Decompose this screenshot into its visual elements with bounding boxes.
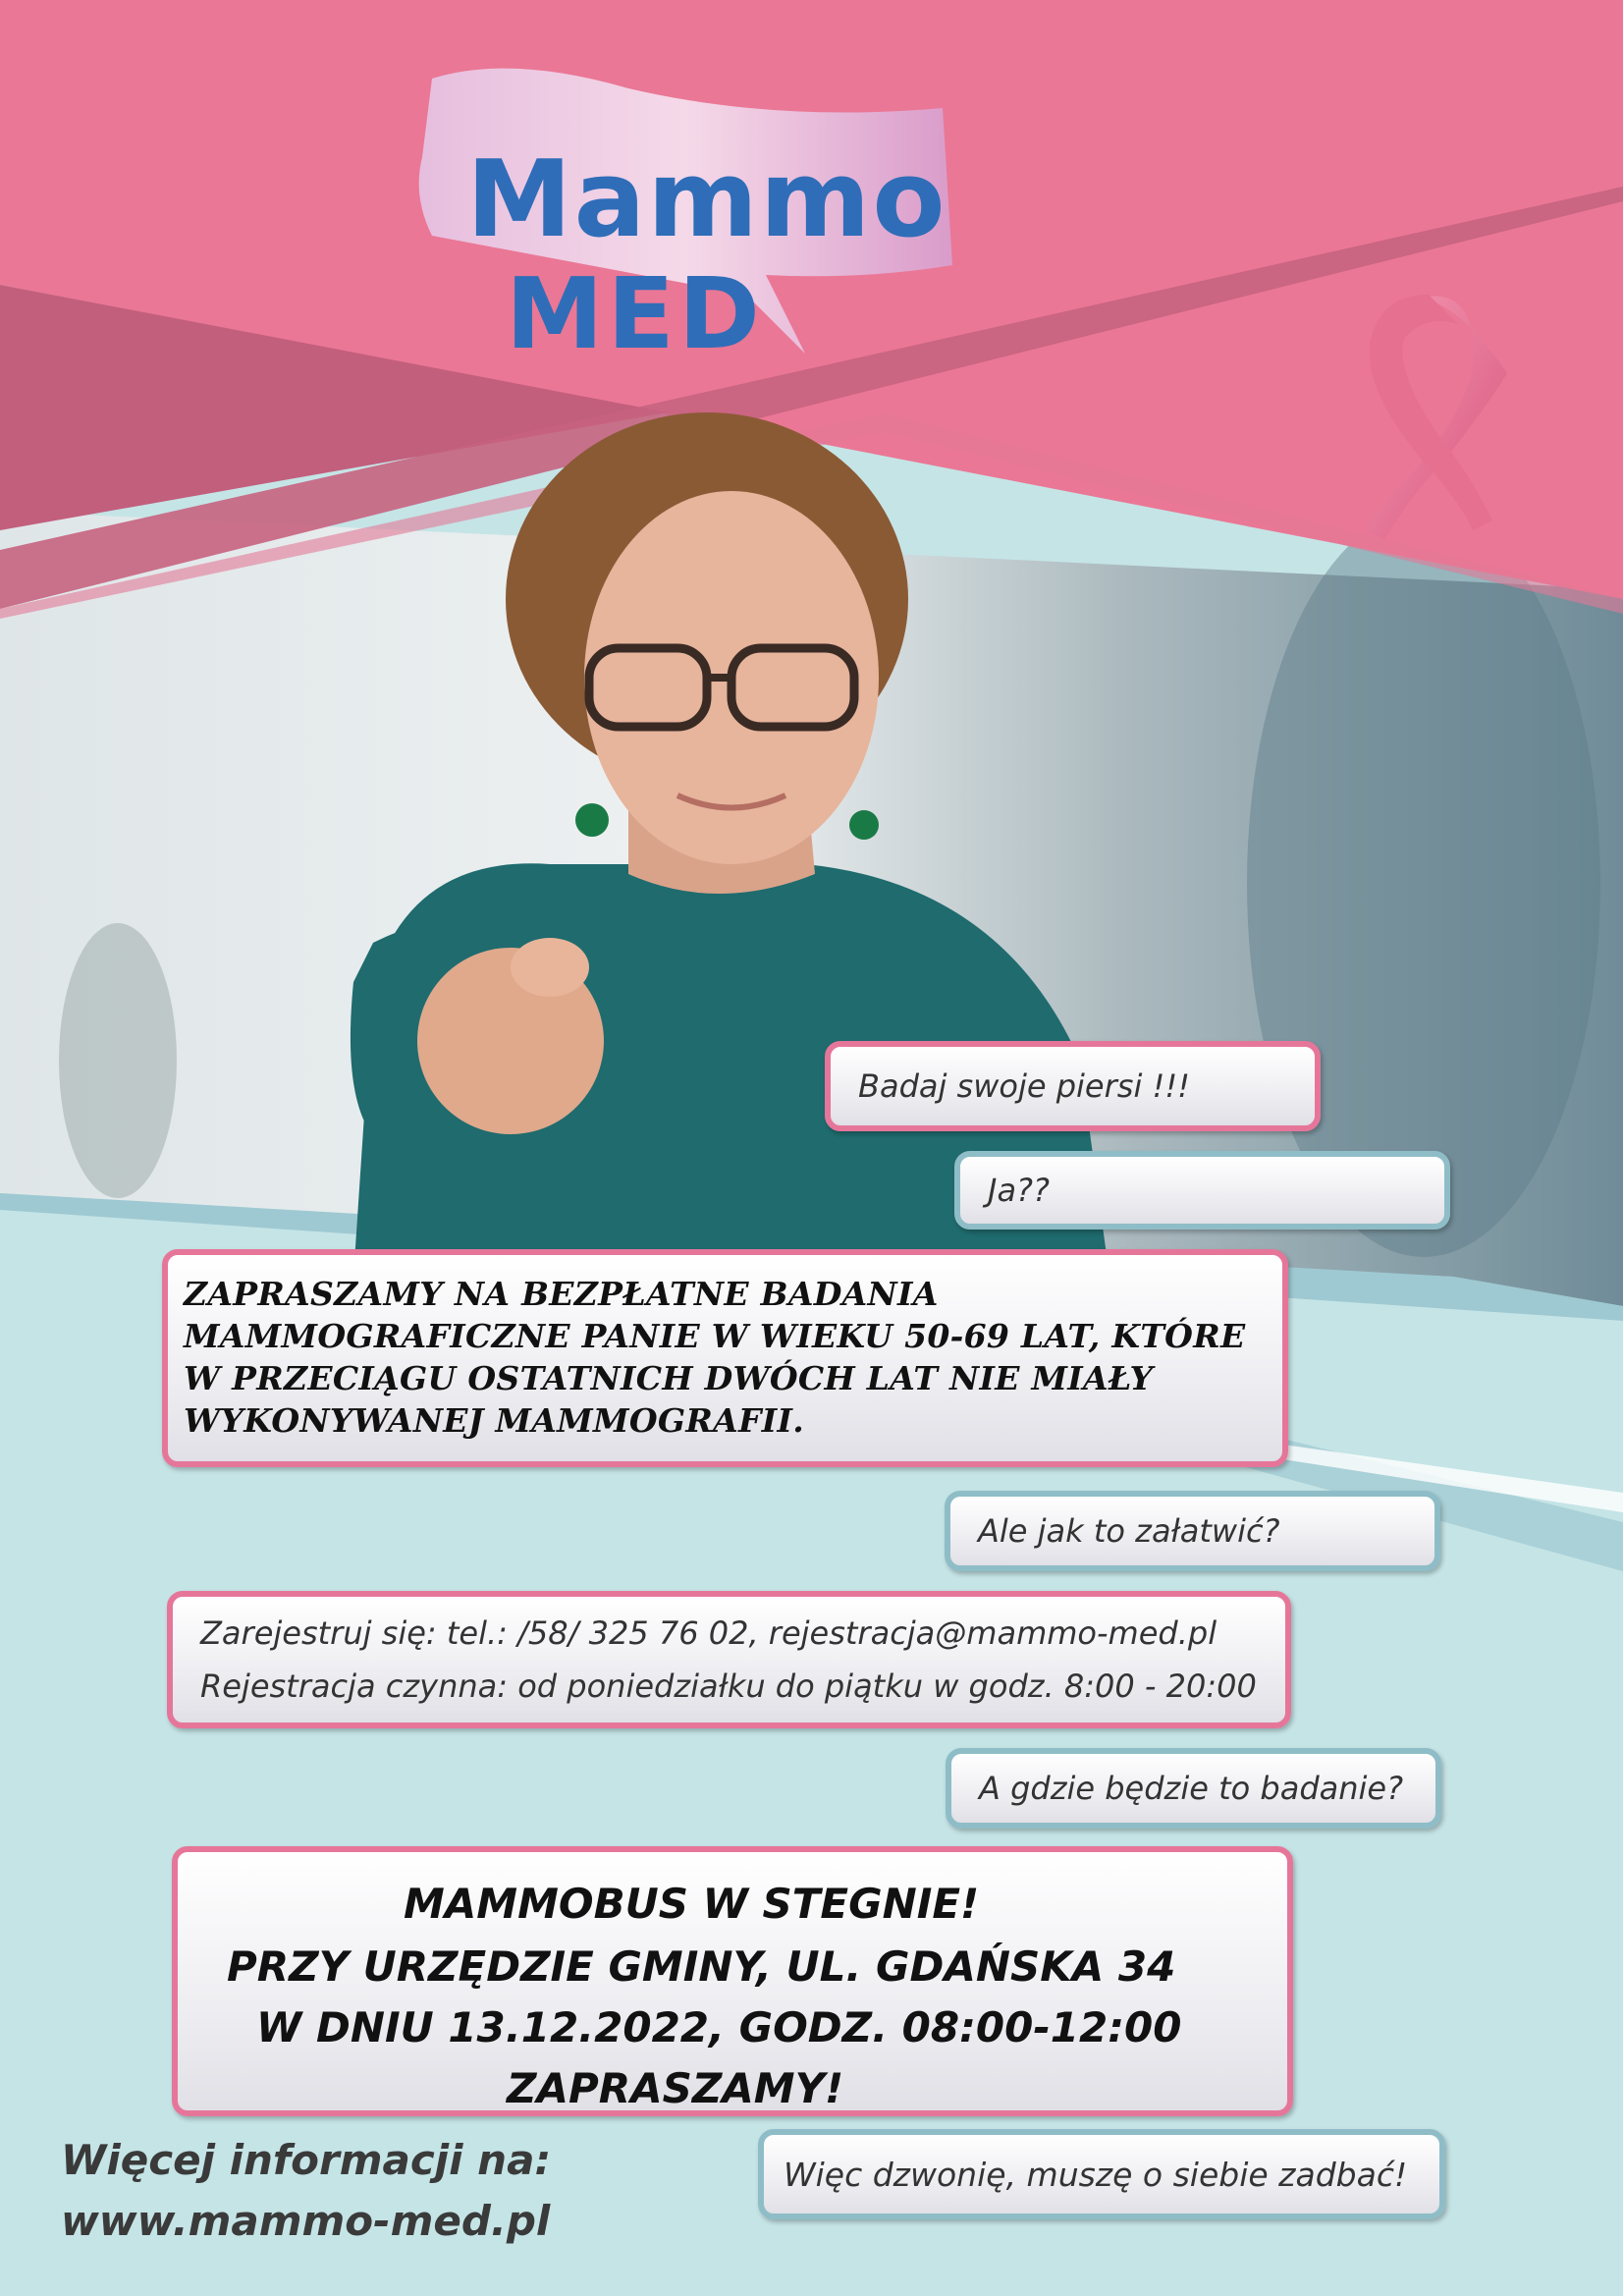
logo-line-med: MED	[506, 256, 764, 371]
speech-text: A gdzie będzie to badanie?	[979, 1770, 1404, 1807]
location-line-mammobus: MAMMOBUS W STEGNIE!	[404, 1880, 980, 1928]
registration-hours: Rejestracja czynna: od poniedziałku do piątku w godz. 8:00 - 20:00	[200, 1667, 1257, 1705]
registration-bubble	[167, 1591, 1291, 1728]
registration-phone-email: Zarejestruj się: tel.: /58/ 325 76 02, rejestracja@mammo-med.pl	[200, 1614, 1217, 1652]
location-line-zapraszamy: ZAPRASZAMY!	[507, 2064, 844, 2112]
invitation-text	[168, 1255, 1282, 1442]
speech-text: Ale jak to załatwić?	[978, 1512, 1280, 1550]
speech-bubble-dzwonie	[758, 2129, 1445, 2219]
invitation-line: W PRZECIĄGU OSTATNICH DWÓCH LAT NIE MIAŁY	[184, 1359, 1154, 1397]
website-url[interactable]: www.mammo-med.pl	[61, 2197, 551, 2245]
invitation-bubble	[162, 1249, 1288, 1467]
speech-text: Badaj swoje piersi !!!	[858, 1067, 1190, 1105]
speech-bubble-ja	[954, 1151, 1450, 1230]
location-bubble	[172, 1846, 1293, 2116]
more-info-label: Więcej informacji na:	[61, 2136, 552, 2184]
invitation-line: WYKONYWANEJ MAMMOGRAFII.	[184, 1401, 804, 1440]
speech-text: Więc dzwonię, muszę o siebie zadbać!	[784, 2155, 1408, 2194]
invitation-line: ZAPRASZAMY NA BEZPŁATNE BADANIA	[184, 1275, 939, 1313]
invitation-line: MAMMOGRAFICZNE PANIE W WIEKU 50-69 LAT, KTÓRE	[184, 1317, 1246, 1355]
logo-line-mammo: Mammo	[466, 138, 947, 261]
speech-bubble-jak-zalatwic	[945, 1491, 1440, 1571]
location-line-date: W DNIU 13.12.2022, GODZ. 08:00-12:00	[256, 2003, 1182, 2051]
mammo-med-logo	[403, 54, 972, 378]
speech-bubble-badaj	[825, 1041, 1321, 1131]
speech-bubble-gdzie	[946, 1748, 1441, 1829]
location-line-address: PRZY URZĘDZIE GMINY, UL. GDAŃSKA 34	[227, 1942, 1176, 1991]
speech-text: Ja??	[988, 1172, 1051, 1209]
